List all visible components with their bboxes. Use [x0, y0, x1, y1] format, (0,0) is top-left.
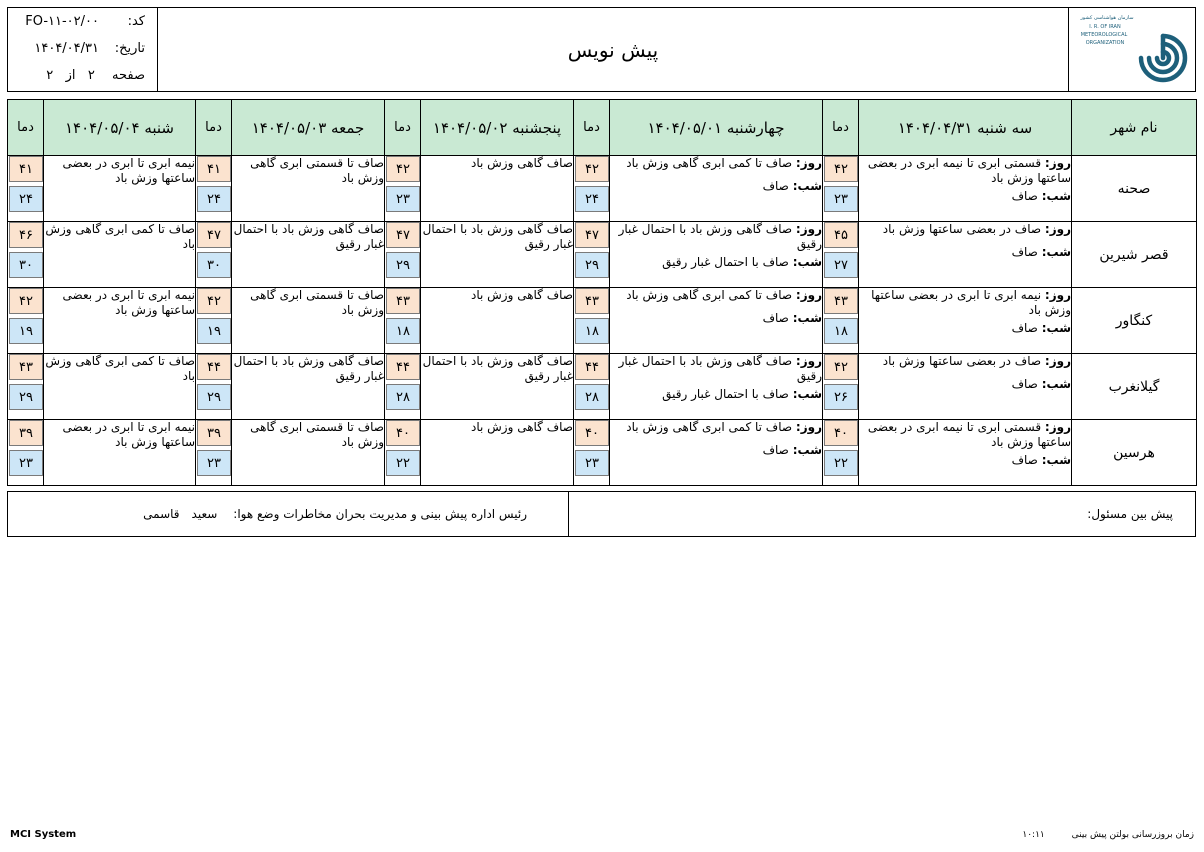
max-temp: ۴۲ — [9, 288, 43, 314]
night-forecast-text: صاف — [1011, 321, 1038, 335]
signature-box — [7, 491, 1196, 537]
city-column-header: نام شهر — [1072, 100, 1197, 156]
head-title: رئیس اداره پیش بینی و مدیریت بحران مخاطرات وضع هوا: — [233, 507, 527, 521]
day-3-temperature — [385, 354, 421, 420]
day-3-temperature — [385, 420, 421, 486]
day-forecast-text: صاف تا کمی ابری گاهی وزش باد — [626, 288, 793, 302]
head-last-name: قاسمی — [143, 507, 180, 521]
day-5-forecast: نیمه ابری تا ابری در بعضی ساعتها وزش باد — [44, 420, 196, 486]
night-forecast-text: صاف با احتمال غبار رقیق — [662, 387, 789, 401]
day-forecast-text: صاف تا کمی ابری گاهی وزش باد — [626, 156, 793, 170]
night-forecast-text: صاف با احتمال غبار رقیق — [662, 255, 789, 269]
max-temp: ۴۰ — [824, 420, 858, 446]
day-4-temperature — [196, 288, 232, 354]
forecast-table — [7, 99, 1197, 486]
max-temp: ۴۴ — [197, 354, 231, 380]
day-4-forecast: صاف گاهی وزش باد با احتمال غبار رقیق — [232, 222, 385, 288]
page-title — [158, 8, 1068, 91]
day-2-forecast — [610, 288, 823, 354]
min-temp: ۲۴ — [9, 186, 43, 212]
max-temp: ۴۲ — [197, 288, 231, 314]
min-temp: ۲۳ — [824, 186, 858, 212]
day-5-forecast: نیمه ابری تا ابری در بعضی ساعتها وزش باد — [44, 156, 196, 222]
day-3-temperature — [385, 156, 421, 222]
max-temp: ۴۷ — [386, 222, 420, 248]
night-label: شب: — [1041, 377, 1071, 391]
max-temp: ۴۱ — [197, 156, 231, 182]
min-temp: ۲۳ — [575, 450, 609, 476]
day-forecast-line — [859, 288, 1071, 318]
day-forecast-text: صاف تا کمی ابری گاهی وزش باد — [626, 420, 793, 434]
min-temp: ۲۴ — [575, 186, 609, 212]
max-temp: ۴۳ — [386, 288, 420, 314]
code-line — [19, 14, 145, 29]
day-2-temperature — [574, 354, 610, 420]
night-label: شب: — [792, 179, 822, 193]
city-name: گیلانغرب — [1072, 354, 1197, 420]
day-label: روز: — [1044, 222, 1071, 236]
title-text: پیش نویس — [567, 37, 659, 62]
max-temp: ۴۷ — [197, 222, 231, 248]
max-temp: ۳۹ — [197, 420, 231, 446]
day-5-temperature — [8, 288, 44, 354]
night-label: شب: — [792, 311, 822, 325]
day-5-header: شنبه ۱۴۰۴/۰۵/۰۴ — [44, 100, 196, 156]
night-forecast-line — [859, 453, 1071, 468]
head-signature — [8, 492, 569, 536]
max-temp: ۴۳ — [824, 288, 858, 314]
city-name: قصر شیرین — [1072, 222, 1197, 288]
date-value: ۱۴۰۴/۰۴/۳۱ — [34, 41, 99, 56]
logo-line-2: METEOROLOGICAL — [1080, 32, 1128, 38]
max-temp: ۴۶ — [9, 222, 43, 248]
table-row — [8, 420, 1197, 486]
day-3-temperature — [385, 288, 421, 354]
city-name: کنگاور — [1072, 288, 1197, 354]
forecaster-label: پیش بین مسئول: — [1087, 507, 1173, 521]
day-forecast-text: صاف در بعضی ساعتها وزش باد — [882, 354, 1042, 368]
day-5-temp-header: دما — [8, 100, 44, 156]
day-1-forecast — [859, 288, 1072, 354]
night-forecast-line — [859, 377, 1071, 392]
day-label: روز: — [1044, 420, 1071, 434]
max-temp: ۴۲ — [575, 156, 609, 182]
day-1-header: سه شنبه ۱۴۰۴/۰۴/۳۱ — [859, 100, 1072, 156]
min-temp: ۲۴ — [197, 186, 231, 212]
page-current: ۲ — [87, 68, 95, 83]
day-5-temperature — [8, 222, 44, 288]
update-label: زمان بروزرسانی بولتن پیش بینی — [1071, 830, 1194, 840]
max-temp: ۴۴ — [575, 354, 609, 380]
day-forecast-line — [859, 156, 1071, 186]
day-label: روز: — [795, 156, 822, 170]
day-1-temperature — [823, 420, 859, 486]
min-temp: ۲۹ — [197, 384, 231, 410]
night-forecast-line — [610, 311, 822, 326]
min-temp: ۱۹ — [9, 318, 43, 344]
day-4-temperature — [196, 420, 232, 486]
page-of: از — [65, 68, 76, 83]
night-label: شب: — [1041, 245, 1071, 259]
day-3-forecast: صاف گاهی وزش باد با احتمال غبار رقیق — [421, 222, 574, 288]
day-4-forecast: صاف تا قسمتی ابری گاهی وزش باد — [232, 288, 385, 354]
day-4-forecast: صاف تا قسمتی ابری گاهی وزش باد — [232, 156, 385, 222]
night-forecast-line — [610, 443, 822, 458]
night-forecast-text: صاف — [1011, 377, 1038, 391]
day-label: روز: — [795, 354, 822, 368]
min-temp: ۲۳ — [9, 450, 43, 476]
date-label: تاریخ: — [114, 41, 145, 56]
night-forecast-line — [859, 189, 1071, 204]
night-label: شب: — [792, 443, 822, 457]
day-2-forecast — [610, 156, 823, 222]
day-1-forecast — [859, 222, 1072, 288]
forecaster-signature — [568, 492, 1195, 536]
min-temp: ۲۳ — [386, 186, 420, 212]
day-3-forecast: صاف گاهی وزش باد — [421, 288, 574, 354]
day-1-forecast — [859, 156, 1072, 222]
day-forecast-text: صاف در بعضی ساعتها وزش باد — [882, 222, 1042, 236]
day-5-forecast: نیمه ابری تا ابری در بعضی ساعتها وزش باد — [44, 288, 196, 354]
day-forecast-text: صاف گاهی وزش باد با احتمال غبار رقیق — [618, 354, 822, 383]
city-name: صحنه — [1072, 156, 1197, 222]
min-temp: ۲۲ — [386, 450, 420, 476]
night-label: شب: — [792, 387, 822, 401]
day-4-forecast: صاف تا قسمتی ابری گاهی وزش باد — [232, 420, 385, 486]
day-label: روز: — [795, 420, 822, 434]
min-temp: ۱۸ — [824, 318, 858, 344]
min-temp: ۱۸ — [386, 318, 420, 344]
date-line — [19, 41, 145, 56]
max-temp: ۴۴ — [386, 354, 420, 380]
day-5-forecast: صاف تا کمی ابری گاهی وزش باد — [44, 354, 196, 420]
day-4-temperature — [196, 222, 232, 288]
day-4-temp-header: دما — [196, 100, 232, 156]
max-temp: ۴۳ — [575, 288, 609, 314]
day-forecast-line — [859, 354, 1071, 369]
day-5-forecast: صاف تا کمی ابری گاهی وزش باد — [44, 222, 196, 288]
day-3-forecast: صاف گاهی وزش باد — [421, 156, 574, 222]
day-forecast-text: قسمتی ابری تا نیمه ابری در بعضی ساعتها وزش باد — [867, 156, 1071, 185]
day-5-temperature — [8, 354, 44, 420]
day-2-temperature — [574, 420, 610, 486]
document-info-box — [8, 8, 158, 91]
table-row — [8, 354, 1197, 420]
night-label: شب: — [1041, 189, 1071, 203]
day-forecast-line — [610, 156, 822, 171]
logo-persian-text: سازمان هواشناسی کشور — [1080, 15, 1134, 21]
day-1-temperature — [823, 288, 859, 354]
day-3-temperature — [385, 222, 421, 288]
min-temp: ۱۹ — [197, 318, 231, 344]
meteorological-organization-logo — [1068, 8, 1195, 91]
day-2-temp-header: دما — [574, 100, 610, 156]
day-forecast-line — [859, 420, 1071, 450]
day-2-temperature — [574, 288, 610, 354]
logo-emblem-icon — [1069, 8, 1194, 91]
night-forecast-text: صاف — [762, 311, 789, 325]
night-forecast-text: صاف — [762, 443, 789, 457]
table-header-row — [8, 100, 1197, 156]
system-name: MCI System — [10, 829, 77, 840]
day-label: روز: — [795, 288, 822, 302]
max-temp: ۴۱ — [9, 156, 43, 182]
report-header — [7, 7, 1196, 92]
max-temp: ۴۰ — [386, 420, 420, 446]
day-label: روز: — [795, 222, 822, 236]
day-label: روز: — [1044, 156, 1071, 170]
page-total: ۲ — [46, 68, 54, 83]
page-number — [46, 68, 95, 83]
day-forecast-line — [610, 222, 822, 252]
page-line — [46, 68, 145, 83]
day-4-forecast: صاف گاهی وزش باد با احتمال غبار رقیق — [232, 354, 385, 420]
day-1-temp-header: دما — [823, 100, 859, 156]
head-name — [131, 507, 217, 521]
night-forecast-text: صاف — [1011, 453, 1038, 467]
code-value: FO-۱۱-۰۲/۰۰ — [25, 14, 99, 29]
page-label: صفحه — [112, 68, 145, 83]
update-time: ۱۰:۱۱ — [1022, 830, 1045, 840]
min-temp: ۲۲ — [824, 450, 858, 476]
day-3-forecast: صاف گاهی وزش باد — [421, 420, 574, 486]
min-temp: ۲۹ — [9, 384, 43, 410]
night-forecast-line — [610, 387, 822, 402]
max-temp: ۴۲ — [824, 354, 858, 380]
min-temp: ۲۸ — [575, 384, 609, 410]
day-2-forecast — [610, 354, 823, 420]
min-temp: ۲۶ — [824, 384, 858, 410]
day-2-temperature — [574, 156, 610, 222]
day-1-temperature — [823, 222, 859, 288]
table-row — [8, 222, 1197, 288]
table-row — [8, 288, 1197, 354]
day-forecast-line — [859, 222, 1071, 237]
day-3-header: پنجشنبه ۱۴۰۴/۰۵/۰۲ — [421, 100, 574, 156]
day-2-temperature — [574, 222, 610, 288]
max-temp: ۴۵ — [824, 222, 858, 248]
day-forecast-line — [610, 354, 822, 384]
night-forecast-line — [610, 255, 822, 270]
day-4-header: جمعه ۱۴۰۴/۰۵/۰۳ — [232, 100, 385, 156]
night-forecast-line — [610, 179, 822, 194]
day-label: روز: — [1044, 354, 1071, 368]
night-label: شب: — [792, 255, 822, 269]
day-3-forecast: صاف گاهی وزش باد با احتمال غبار رقیق — [421, 354, 574, 420]
min-temp: ۲۷ — [824, 252, 858, 278]
night-forecast-text: صاف — [762, 179, 789, 193]
max-temp: ۴۲ — [386, 156, 420, 182]
code-label: کد: — [127, 14, 145, 29]
min-temp: ۳۰ — [197, 252, 231, 278]
max-temp: ۳۹ — [9, 420, 43, 446]
logo-line-1: I. R. OF IRAN — [1089, 24, 1121, 30]
day-1-temperature — [823, 354, 859, 420]
min-temp: ۲۳ — [197, 450, 231, 476]
min-temp: ۲۹ — [386, 252, 420, 278]
min-temp: ۳۰ — [9, 252, 43, 278]
max-temp: ۴۲ — [824, 156, 858, 182]
min-temp: ۲۸ — [386, 384, 420, 410]
night-forecast-line — [859, 245, 1071, 260]
day-forecast-text: قسمتی ابری تا نیمه ابری در بعضی ساعتها وزش باد — [867, 420, 1071, 449]
day-3-temp-header: دما — [385, 100, 421, 156]
night-forecast-line — [859, 321, 1071, 336]
logo-line-3: ORGANIZATION — [1085, 40, 1125, 46]
day-4-temperature — [196, 354, 232, 420]
night-forecast-text: صاف — [1011, 245, 1038, 259]
day-2-header: چهارشنبه ۱۴۰۴/۰۵/۰۱ — [610, 100, 823, 156]
min-temp: ۱۸ — [575, 318, 609, 344]
max-temp: ۴۳ — [9, 354, 43, 380]
max-temp: ۴۷ — [575, 222, 609, 248]
day-forecast-line — [610, 420, 822, 435]
day-4-temperature — [196, 156, 232, 222]
day-forecast-text: نیمه ابری تا ابری در بعضی ساعتها وزش باد — [871, 288, 1071, 317]
day-1-temperature — [823, 156, 859, 222]
day-forecast-text: صاف گاهی وزش باد با احتمال غبار رقیق — [618, 222, 822, 251]
night-label: شب: — [1041, 453, 1071, 467]
max-temp: ۴۰ — [575, 420, 609, 446]
head-first-name: سعید — [191, 507, 218, 521]
night-forecast-text: صاف — [1011, 189, 1038, 203]
day-2-forecast — [610, 420, 823, 486]
day-5-temperature — [8, 156, 44, 222]
city-name: هرسین — [1072, 420, 1197, 486]
min-temp: ۲۹ — [575, 252, 609, 278]
update-time-footer — [1022, 830, 1194, 840]
table-row — [8, 156, 1197, 222]
day-2-forecast — [610, 222, 823, 288]
night-label: شب: — [1041, 321, 1071, 335]
day-forecast-line — [610, 288, 822, 303]
day-1-forecast — [859, 354, 1072, 420]
day-5-temperature — [8, 420, 44, 486]
day-label: روز: — [1044, 288, 1071, 302]
day-1-forecast — [859, 420, 1072, 486]
